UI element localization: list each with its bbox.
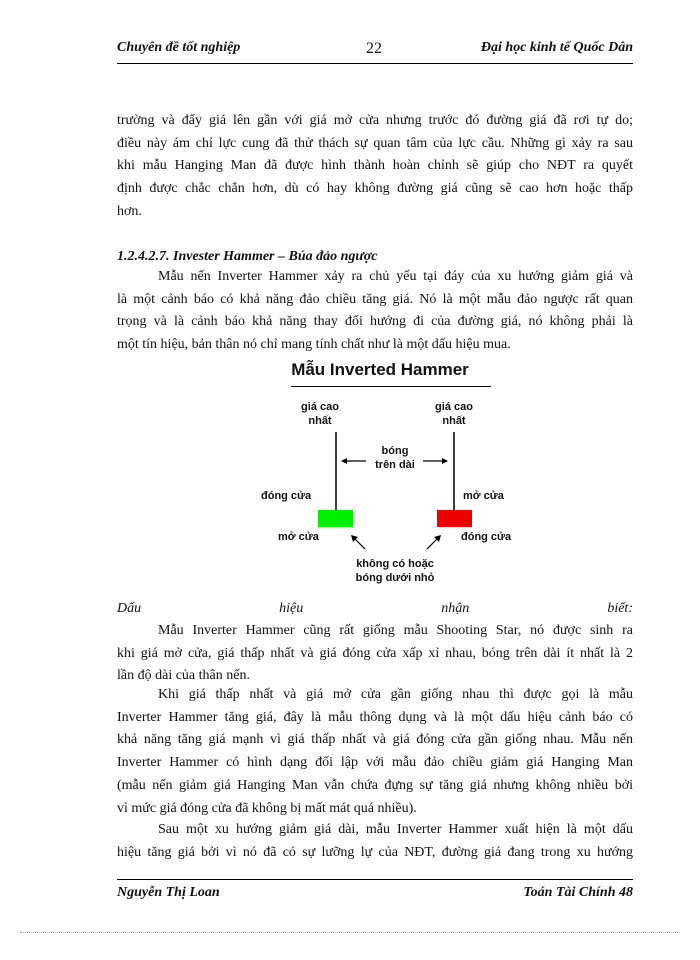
left-close-label: đóng cửa xyxy=(261,490,312,502)
arrow-lower-right-line xyxy=(427,539,437,549)
text-line: khi mẫu Hanging Man đã được hình thành hoàn chỉnh sẽ giúp cho NĐT ra quyết xyxy=(117,158,633,174)
text-line: Mẫu Inverter Hammer cũng rất giống mẫu Shooting Star, nó được sinh ra xyxy=(158,623,633,638)
paragraph-3 xyxy=(117,684,633,820)
text-line: trọng và là cảnh báo khả năng thay đổi hướng đi của đường giá, nó không phải là xyxy=(117,314,633,330)
intro-paragraph xyxy=(117,110,633,224)
text-line: một tín hiệu, bản thân nó chỉ mang tính chất như là một dấu hiệu mua. xyxy=(117,337,511,353)
header-rule xyxy=(117,63,633,64)
footer-right: Toán Tài Chính 48 xyxy=(523,885,633,900)
text-line: trường và đẩy giá lên gần với giá mở cửa nhưng trước đó đường giá đã rơi tự do; xyxy=(117,113,633,128)
text-line: định được chắc chắn hơn, dù có hay không đường giá cũng sẽ cao hơn hoặc thấp xyxy=(117,181,633,197)
right-close-label: đóng cửa xyxy=(461,531,512,543)
figure-title: Mẫu Inverted Hammer xyxy=(291,360,469,379)
text-line: (mẫu nến giảm giá Hanging Man vẫn chứa đựng sự tăng giá nhưng không nhiều bởi xyxy=(117,777,633,793)
paragraph-2 xyxy=(117,620,633,688)
section-heading: 1.2.4.2.7. Invester Hammer – Búa đảo ngược xyxy=(117,249,378,264)
text-line: vì mức giá đóng cửa đã không bị mất mát quá nhiều). xyxy=(117,800,417,816)
right-open-label: mở cửa xyxy=(463,490,504,502)
sign-word: biết: xyxy=(607,601,633,616)
sign-heading xyxy=(117,598,633,621)
lower-shadow-label: không có hoặc bóng dưới nhỏ xyxy=(355,558,435,584)
arrow-right-head xyxy=(442,458,448,464)
right-high-label: giá cao nhất xyxy=(435,401,473,427)
header-left: Chuyên đề tốt nghiệp xyxy=(117,40,241,55)
paragraph-4 xyxy=(117,819,633,864)
page-number: 22 xyxy=(366,40,382,57)
sign-word: hiệu xyxy=(279,601,304,616)
page-bottom-dotted-line xyxy=(20,932,680,933)
footer-left: Nguyễn Thị Loan xyxy=(117,885,220,900)
text-line: Khi giá thấp nhất và giá mở cửa gần giống nhau thì được gọi là mẫu xyxy=(158,687,633,702)
text-line: là một cảnh báo có khả năng đảo chiều tăng giá. Nó là một mẫu đảo ngược rất quan xyxy=(117,291,633,307)
header-right: Đại học kinh tế Quốc Dân xyxy=(480,40,633,55)
text-line: Mẫu nến Inverter Hammer xảy ra chủ yếu tại đáy của xu hướng giảm giá và xyxy=(158,269,633,284)
candles-svg xyxy=(255,358,505,590)
inverted-hammer-figure xyxy=(255,358,512,590)
sign-word: nhận xyxy=(441,601,470,616)
arrow-lower-left-line xyxy=(355,539,365,549)
text-line: Inverter Hammer có hình dạng đối lập với mẫu đảo chiều giảm giá Hanging Man xyxy=(117,755,633,771)
left-high-label: giá cao nhất xyxy=(301,401,339,427)
paragraph-1 xyxy=(117,266,633,357)
text-line: khả năng tăng giá mạnh vì giá thấp nhất và giá đóng cửa gần giống nhau. Mẫu nến xyxy=(117,732,633,748)
text-line: điều này ám chỉ lực cung đã thử thách sự quan tâm của lực cầu. Những gì xảy ra sau xyxy=(117,135,633,151)
left-candle-body xyxy=(318,510,353,527)
arrow-left-head xyxy=(341,458,347,464)
text-line: khi giá mở cửa, giá thấp nhất và giá đóng cửa xấp xỉ nhau, bóng trên dài ít nhất là 2 xyxy=(117,645,633,661)
left-open-label: mở cửa xyxy=(278,531,319,543)
upper-shadow-label: bóng trên dài xyxy=(375,445,415,471)
text-line: Sau một xu hướng giảm giá dài, mẫu Inverter Hammer xuất hiện là một dấu xyxy=(158,822,633,837)
text-line: hơn. xyxy=(117,203,142,219)
sign-word: Dấu xyxy=(117,601,142,616)
text-line: hiệu tăng giá bởi vì nó đã có sự lưỡng lự của NĐT, đường giá đang trong xu hướng xyxy=(117,844,633,860)
text-line: Inverter Hammer tăng giá, đây là mẫu thông dụng và là một dấu hiệu cảnh báo có xyxy=(117,709,633,725)
footer-rule xyxy=(117,879,633,880)
right-candle-body xyxy=(437,510,472,527)
text-line: lần độ dài của thân nến. xyxy=(117,668,250,684)
